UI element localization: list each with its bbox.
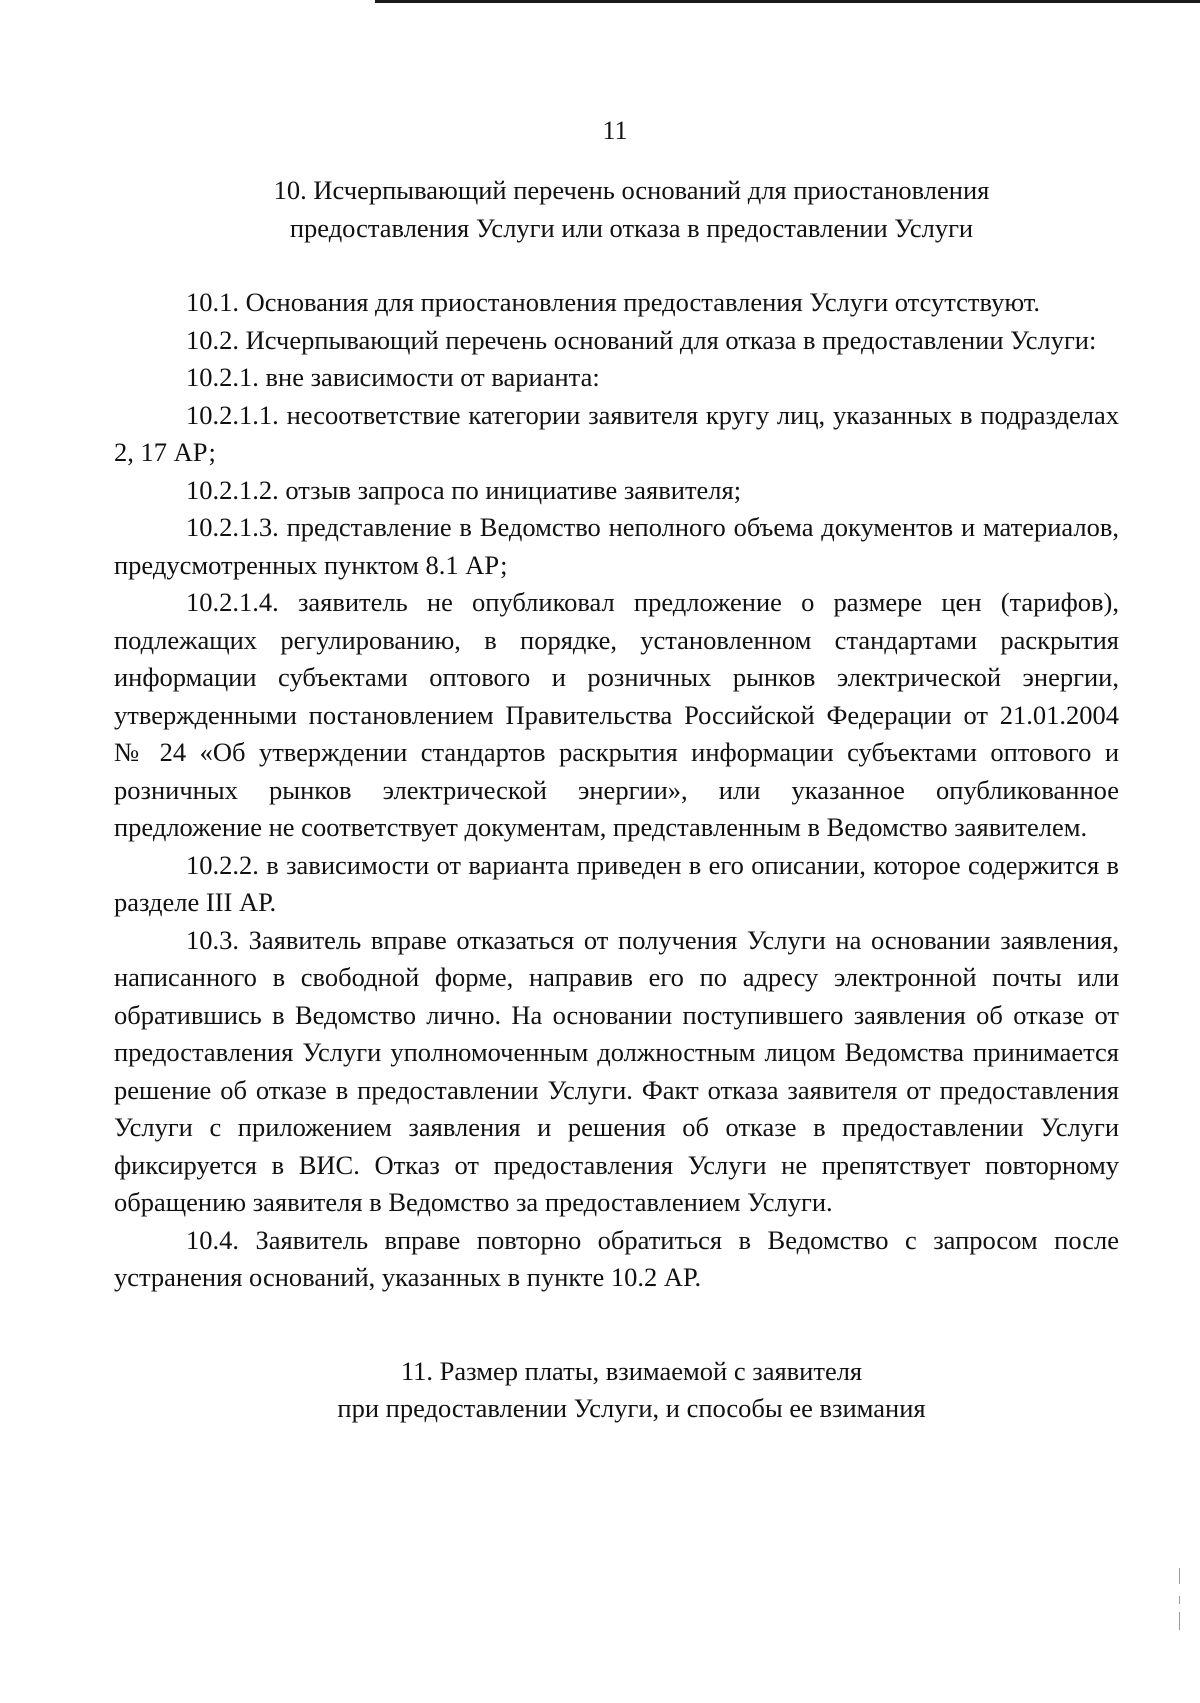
scan-artifact-mark	[1179, 1596, 1180, 1604]
section-11-title-line1: 11. Размер платы, взимаемой с заявителя	[400, 1355, 863, 1386]
page-number: 11	[602, 116, 628, 145]
scan-artifact-mark	[1179, 1568, 1180, 1584]
paragraph-10-1: 10.1. Основания для приостановления предоставления Услуги отсутствуют.	[186, 287, 1041, 317]
paragraph-10-4: 10.4. Заявитель вправе повторно обратиться в Ведомство с запросом после устранения оснований, указанных в пункте 10.2 АР.	[114, 1224, 1119, 1292]
scan-top-border	[375, 0, 1200, 3]
section-10-title-line2: предоставления Услуги или отказа в предоставлении Услуги	[289, 212, 974, 243]
paragraph-10-2-1-1: 10.2.1.1. несоответствие категории заявителя кругу лиц, указанных в подразделах 2, 17 АР;	[114, 399, 1119, 467]
paragraph-10-2-2: 10.2.2. в зависимости от варианта приведен в его описании, которое содержится в разделе III АР.	[114, 849, 1119, 917]
paragraph-10-2: 10.2. Исчерпывающий перечень оснований для отказа в предоставлении Услуги:	[186, 324, 1097, 355]
paragraph-10-2-1: 10.2.1. вне зависимости от варианта:	[186, 362, 600, 392]
section-10-heading	[114, 172, 1119, 247]
paragraph-10-3: 10.3. Заявитель вправе отказаться от получения Услуги на основании заявления, написанного в свободной форме, направив его по адресу электронной почты или обратившись в Ведомство лично. На основании поступившего заявления об отказе от предоставления Услуги уполномоченным должностным лицом Ведомства принимается решение об отказе в предоставлении Услуги. Факт отказа заявителя от предоставления Услуги с приложением заявления и решения об отказе в предоставлении Услуги фиксируется в ВИС. Отказ от предоставления Услуги не препятствует повторному обращению заявителя в Ведомство за предоставлением Услуги.	[114, 924, 1119, 1217]
paragraph-10-2-1-4: 10.2.1.4. заявитель не опубликовал предложение о размере цен (тарифов), подлежащих регулированию, в порядке, установленном стандартами раскрытия информации субъектами оптового и розничных рынков электрической энергии, утвержденными постановлением Правительства Российской Федерации от 21.01.2004 № 24 «Об утверждении стандартов раскрытия информации субъектами оптового и розничных рынков электрической энергии», или указанное опубликованное предложение не соответствует документам, представленным в Ведомство заявителем.	[114, 587, 1119, 842]
paragraph-10-2-1-3: 10.2.1.3. представление в Ведомство неполного объема документов и материалов, предусмотренных пунктом 8.1 АР;	[114, 512, 1119, 580]
paragraph-10-2-1-2: 10.2.1.2. отзыв запроса по инициативе заявителя;	[186, 474, 742, 505]
section-10-title-line1: 10. Исчерпывающий перечень оснований для приостановления	[273, 175, 990, 205]
scan-artifact-mark	[1179, 1612, 1180, 1630]
section-11-title-line2: при предоставлении Услуги, и способы ее взимания	[337, 1393, 926, 1423]
document-body	[114, 172, 1119, 1428]
section-11-heading	[114, 1353, 1119, 1428]
